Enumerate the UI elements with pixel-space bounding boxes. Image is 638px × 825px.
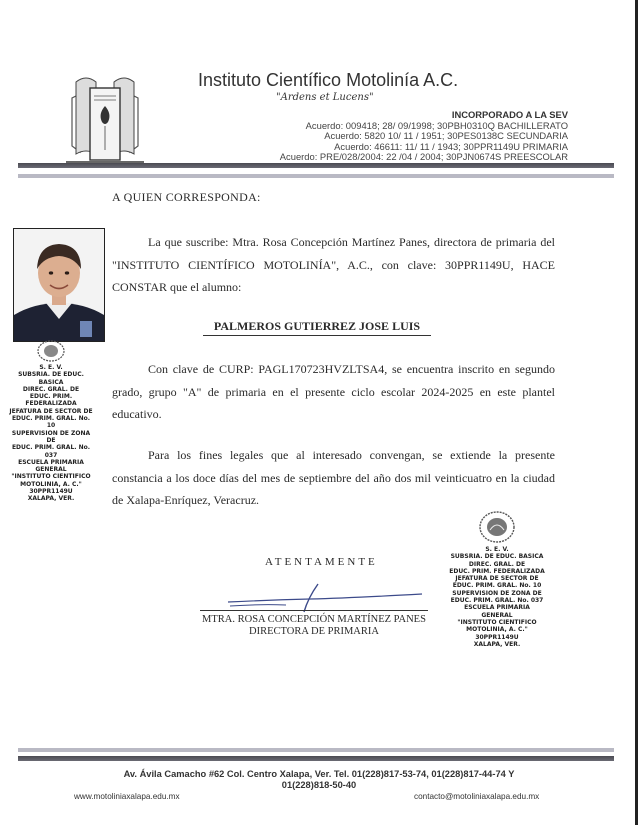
footer-divider-dark [18,756,614,761]
stamp-line: S. E. V. [485,546,509,553]
official-stamp-left [8,340,94,503]
stamp-line: XALAPA, VER. [473,640,521,648]
stamp-line: EDUC. PRIM. GRAL. No. 037 [450,597,544,605]
footer-divider-light [18,748,614,752]
paragraph-intro [112,231,555,299]
stamp-line: MOTOLINIA, A. C." [466,626,528,634]
handwritten-signature [200,580,430,614]
stamp-line: "INSTITUTO CIENTIFICO [11,473,91,481]
institution-motto: "Ardens et Lucens" [276,92,374,103]
header-divider-light [18,174,614,178]
stamp-line: JEFATURA DE SECTOR DE [9,407,93,415]
footer-email-link[interactable]: contacto@motoliniaxalapa.edu.mx [414,792,540,801]
signature-line [200,610,428,611]
stamp-line: SUBSRIA. DE EDUC. BASICA [18,371,84,386]
stamp-line: ESCUELA PRIMARIA GENERAL [18,458,84,474]
paragraph-closing-text: Para los fines legales que al interesado convengan, se extiende la presente constancia a los doce días del mes de septiembre del año dos mil veinticuatro en la ciudad de Xalapa-Enríquez, Veracruz. [112,448,555,507]
footer-address [0,769,638,790]
stamp-line: JEFATURA DE SECTOR DE [455,575,539,583]
stamp-line: 30PPR1149U [475,633,519,641]
stamp-line: SUPERVISION DE ZONA DE [11,429,91,444]
stamp-line: SUBSRIA. DE EDUC. BASICA [450,553,544,561]
eagle-seal-icon [478,510,516,544]
acuerdo-line: Acuerdo: 5820 10/ 11 / 1951; 30PES0138C SECUNDARIA [324,130,568,141]
stamp-line: EDUC. PRIM. FEDERALIZADA [25,393,77,408]
signatory-name: MTRA. ROSA CONCEPCIÓN MARTÍNEZ PANES [202,614,426,625]
signatory-block [200,614,428,638]
institution-logo [66,68,144,166]
stamp-line: 30PPR1149U [29,488,73,496]
stamp-line: DIREC. GRAL. DE [468,560,526,568]
stamp-line: "INSTITUTO CIENTIFICO [457,618,537,626]
incorporation-block [280,110,568,163]
institution-name: Instituto Científico Motolinía A.C. [198,70,459,90]
acuerdo-line: Acuerdo: 46611: 11/ 11 / 1943; 30PPR1149U PRIMARIA [334,140,568,152]
header-divider-dark [18,163,614,168]
stamp-line: ESCUELA PRIMARIA GENERAL [464,604,530,619]
paragraph-closing [112,444,555,512]
stamp-line: DIREC. GRAL. DE [22,385,80,393]
stamp-line: EDUC. PRIM. GRAL. No. 10 [452,582,542,590]
paragraph-intro-text: La que suscribe: Mtra. Rosa Concepción Martínez Panes, directora de primaria del "INSTITUTO CIENTÍFICO MOTOLINÍA", A.C., con clave: 30PPR1149U, HACE CONSTAR que el alumno: [112,235,555,294]
stamp-line: XALAPA, VER. [27,495,75,503]
official-stamp-right [448,510,546,648]
stamp-line: EDUC. PRIM. FEDERALIZADA [449,567,545,575]
acuerdo-line: Acuerdo: 009418; 28/ 09/1998; 30PBH0310Q BACHILLERATO [305,119,568,131]
acuerdo-line: Acuerdo: PRE/028/2004: 22 /04 / 2004; 30PJN0674S PREESCOLAR [279,151,568,162]
paragraph-enrollment-text: Con clave de CURP: PAGL170723HVZLTSA4, se encuentra inscrito en segundo grado, grupo "A" de primaria en el presente ciclo escolar 2024-2025 en este plantel educativo. [112,362,555,421]
stamp-line: EDUC. PRIM. GRAL. No. 10 [11,415,91,430]
footer-website-link[interactable]: www.motoliniaxalapa.edu.mx [74,792,180,801]
eagle-seal-icon [36,340,66,362]
footer-address-line: Av. Ávila Camacho #62 Col. Centro Xalapa, Ver. Tel. 01(228)817-53-74, 01(228)817-44-74 Y [123,769,515,779]
stamp-line: SUPERVISION DE ZONA DE [452,589,542,597]
student-name: PALMEROS GUTIERREZ JOSE LUIS [203,319,431,336]
footer-address-line: 01(228)818-50-40 [281,779,357,790]
closing-salutation: ATENTAMENTE [265,556,378,568]
student-photo [13,228,105,342]
paragraph-enrollment [112,358,555,426]
incorporation-title: INCORPORADO A LA SEV [451,109,568,120]
signatory-position: DIRECTORA DE PRIMARIA [249,626,379,637]
greeting: A QUIEN CORRESPONDA: [112,190,261,204]
stamp-line: MOTOLINIA, A. C." [20,480,82,488]
stamp-line: EDUC. PRIM. GRAL. No. 037 [11,444,91,459]
stamp-line: S. E. V. [39,364,63,371]
